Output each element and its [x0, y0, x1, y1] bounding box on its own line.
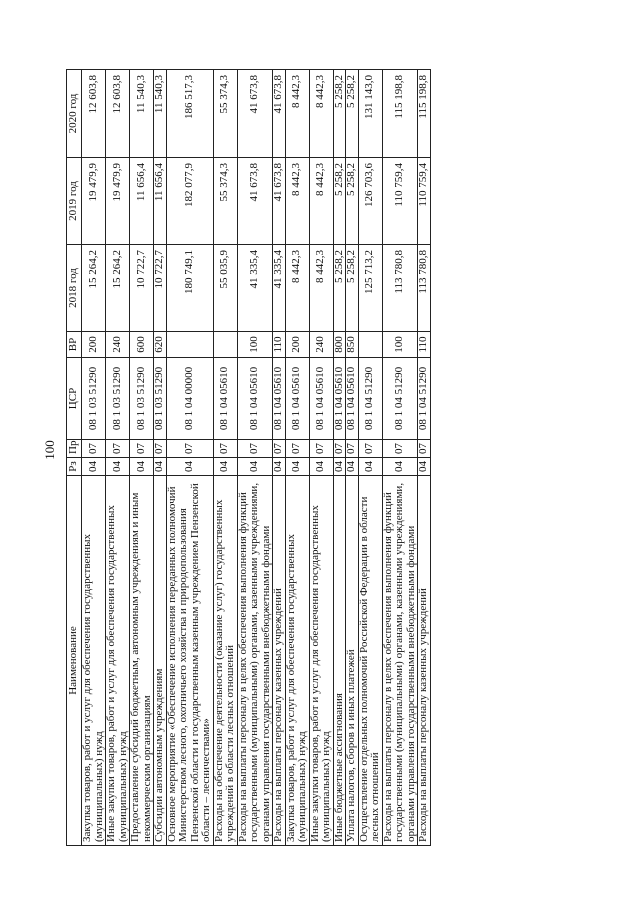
cell-pr: 07: [237, 440, 273, 458]
cell-2020: 5 258,2: [346, 70, 359, 158]
cell-pr: 07: [154, 440, 167, 458]
cell-rz: 04: [237, 458, 273, 476]
cell-2020: 55 374,3: [213, 70, 237, 158]
cell-2020: 11 540,3: [130, 70, 154, 158]
cell-name: Закупка товаров, работ и услуг для обеспечения государственных (муниципальных) нужд: [285, 476, 309, 846]
header-rz: Рз: [67, 458, 82, 476]
cell-rz: 04: [213, 458, 237, 476]
cell-2019: 5 258,2: [333, 158, 346, 245]
cell-2019: 11 656,4: [154, 158, 167, 245]
cell-2019: 110 759,4: [418, 158, 431, 245]
table-row: [358, 70, 382, 846]
cell-2018: 113 780,8: [382, 245, 418, 332]
table-row: [130, 70, 154, 846]
table-body: [82, 70, 431, 846]
cell-name: Предоставление субсидий бюджетным, автономным учреждениям и иным некоммерческим организациям: [130, 476, 154, 846]
cell-2018: 10 722,7: [154, 245, 167, 332]
cell-2019: 182 077,9: [166, 158, 213, 245]
cell-vr: 620: [154, 332, 167, 358]
cell-name: Расходы на выплаты персоналу в целях обеспечения выполнения функций государственными (муниципальными) органами, казенными учреждениями, органами управления государственными внебюджетными фондами: [237, 476, 273, 846]
cell-name: Расходы на обеспечение деятельности (оказание услуг) государственных учреждений в области лесных отношений: [213, 476, 237, 846]
cell-name: Расходы на выплаты персоналу казенных учреждений: [273, 476, 286, 846]
header-2019: 2019 год: [67, 158, 82, 245]
cell-2020: 8 442,3: [309, 70, 333, 158]
cell-csr: 08 1 04 05610: [333, 358, 346, 440]
cell-2018: 125 713,2: [358, 245, 382, 332]
cell-vr: 240: [106, 332, 130, 358]
header-2018: 2018 год: [67, 245, 82, 332]
cell-2018: 41 335,4: [237, 245, 273, 332]
cell-rz: 04: [418, 458, 431, 476]
cell-2018: 41 335,4: [273, 245, 286, 332]
cell-csr: 08 1 04 05610: [346, 358, 359, 440]
cell-2020: 115 198,8: [382, 70, 418, 158]
cell-csr: 08 1 04 51290: [418, 358, 431, 440]
cell-name: Иные бюджетные ассигнования: [333, 476, 346, 846]
cell-vr: 200: [82, 332, 106, 358]
table-row: [82, 70, 106, 846]
cell-rz: 04: [333, 458, 346, 476]
cell-2019: 19 479,9: [82, 158, 106, 245]
cell-2019: 19 479,9: [106, 158, 130, 245]
cell-vr: [166, 332, 213, 358]
cell-vr: 850: [346, 332, 359, 358]
cell-rz: 04: [130, 458, 154, 476]
header-vr: ВР: [67, 332, 82, 358]
rotated-table-container: [66, 70, 614, 846]
table-row: [273, 70, 286, 846]
budget-table: [66, 69, 431, 846]
cell-2019: 55 374,3: [213, 158, 237, 245]
table-row: [285, 70, 309, 846]
cell-pr: 07: [106, 440, 130, 458]
cell-2018: 180 749,1: [166, 245, 213, 332]
cell-2018: 15 264,2: [82, 245, 106, 332]
cell-2018: 113 780,8: [418, 245, 431, 332]
cell-csr: 08 1 04 05610: [213, 358, 237, 440]
cell-2019: 11 656,4: [130, 158, 154, 245]
cell-pr: 07: [333, 440, 346, 458]
cell-2020: 186 517,3: [166, 70, 213, 158]
cell-2020: 115 198,8: [418, 70, 431, 158]
cell-vr: 100: [237, 332, 273, 358]
cell-rz: 04: [309, 458, 333, 476]
cell-2020: 8 442,3: [285, 70, 309, 158]
cell-name: Расходы на выплаты персоналу в целях обеспечения выполнения функций государственными (муниципальными) органами, казенными учреждениями, органами управления государственными внебюджетными фондами: [382, 476, 418, 846]
cell-2018: 8 442,3: [309, 245, 333, 332]
cell-name: Иные закупки товаров, работ и услуг для обеспечения государственных (муниципальных) нужд: [106, 476, 130, 846]
cell-vr: 110: [418, 332, 431, 358]
cell-2020: 41 673,8: [273, 70, 286, 158]
cell-csr: 08 1 03 51290: [130, 358, 154, 440]
table-row: [382, 70, 418, 846]
cell-pr: 07: [309, 440, 333, 458]
cell-vr: [358, 332, 382, 358]
table-row: [166, 70, 213, 846]
cell-pr: 07: [382, 440, 418, 458]
header-2020: 2020 год: [67, 70, 82, 158]
cell-2019: 41 673,8: [237, 158, 273, 245]
cell-vr: 100: [382, 332, 418, 358]
cell-vr: 200: [285, 332, 309, 358]
table-row: [418, 70, 431, 846]
cell-2019: 126 703,6: [358, 158, 382, 245]
cell-rz: 04: [154, 458, 167, 476]
cell-name: Субсидии автономным учреждениям: [154, 476, 167, 846]
cell-name: Осуществление отдельных полномочий Российской Федерации в области лесных отношений: [358, 476, 382, 846]
cell-rz: 04: [285, 458, 309, 476]
cell-pr: 07: [273, 440, 286, 458]
cell-csr: 08 1 03 51290: [154, 358, 167, 440]
cell-2018: 8 442,3: [285, 245, 309, 332]
cell-2018: 5 258,2: [333, 245, 346, 332]
cell-rz: 04: [382, 458, 418, 476]
table-row: [346, 70, 359, 846]
cell-2018: 15 264,2: [106, 245, 130, 332]
cell-name: Основное мероприятие «Обеспечение исполнения переданных полномочий Министерством лесного, охотничьего хозяйства и природопользования Пензенской области и государственным казенным учреждением Пензенской области – лесничествами»: [166, 476, 213, 846]
cell-csr: 08 1 04 05610: [285, 358, 309, 440]
cell-pr: 07: [213, 440, 237, 458]
cell-2020: 131 143,0: [358, 70, 382, 158]
cell-rz: 04: [82, 458, 106, 476]
cell-pr: 07: [418, 440, 431, 458]
cell-pr: 07: [82, 440, 106, 458]
cell-csr: 08 1 04 51290: [358, 358, 382, 440]
cell-name: Иные закупки товаров, работ и услуг для обеспечения государственных (муниципальных) нужд: [309, 476, 333, 846]
cell-csr: 08 1 04 51290: [382, 358, 418, 440]
cell-2018: 55 035,9: [213, 245, 237, 332]
cell-rz: 04: [358, 458, 382, 476]
table-row: [333, 70, 346, 846]
cell-2019: 41 673,8: [273, 158, 286, 245]
cell-vr: 600: [130, 332, 154, 358]
cell-2020: 41 673,8: [237, 70, 273, 158]
cell-vr: 240: [309, 332, 333, 358]
header-name: Наименование: [67, 476, 82, 846]
table-row: [237, 70, 273, 846]
cell-2020: 11 540,3: [154, 70, 167, 158]
table-row: [213, 70, 237, 846]
cell-pr: 07: [130, 440, 154, 458]
header-csr: ЦСР: [67, 358, 82, 440]
cell-2019: 8 442,3: [309, 158, 333, 245]
cell-2019: 8 442,3: [285, 158, 309, 245]
cell-csr: 08 1 04 00000: [166, 358, 213, 440]
cell-2019: 110 759,4: [382, 158, 418, 245]
cell-csr: 08 1 03 51290: [106, 358, 130, 440]
cell-2020: 12 603,8: [106, 70, 130, 158]
table-row: [106, 70, 130, 846]
cell-rz: 04: [106, 458, 130, 476]
table-row: [154, 70, 167, 846]
cell-pr: 07: [358, 440, 382, 458]
page-number: 100: [41, 440, 57, 460]
cell-csr: 08 1 04 05610: [273, 358, 286, 440]
cell-2019: 5 258,2: [346, 158, 359, 245]
cell-2020: 5 258,2: [333, 70, 346, 158]
cell-pr: 07: [285, 440, 309, 458]
cell-pr: 07: [166, 440, 213, 458]
cell-name: Расходы на выплаты персоналу казенных учреждений: [418, 476, 431, 846]
cell-vr: [213, 332, 237, 358]
cell-csr: 08 1 04 05610: [237, 358, 273, 440]
cell-rz: 04: [346, 458, 359, 476]
cell-csr: 08 1 03 51290: [82, 358, 106, 440]
cell-pr: 07: [346, 440, 359, 458]
cell-rz: 04: [273, 458, 286, 476]
cell-2018: 5 258,2: [346, 245, 359, 332]
cell-vr: 110: [273, 332, 286, 358]
cell-csr: 08 1 04 05610: [309, 358, 333, 440]
cell-vr: 800: [333, 332, 346, 358]
cell-name: Закупка товаров, работ и услуг для обеспечения государственных (муниципальных) нужд: [82, 476, 106, 846]
cell-2018: 10 722,7: [130, 245, 154, 332]
cell-2020: 12 603,8: [82, 70, 106, 158]
header-pr: Пр: [67, 440, 82, 458]
cell-rz: 04: [166, 458, 213, 476]
cell-name: Уплата налогов, сборов и иных платежей: [346, 476, 359, 846]
table-header-row: [67, 70, 82, 846]
table-row: [309, 70, 333, 846]
